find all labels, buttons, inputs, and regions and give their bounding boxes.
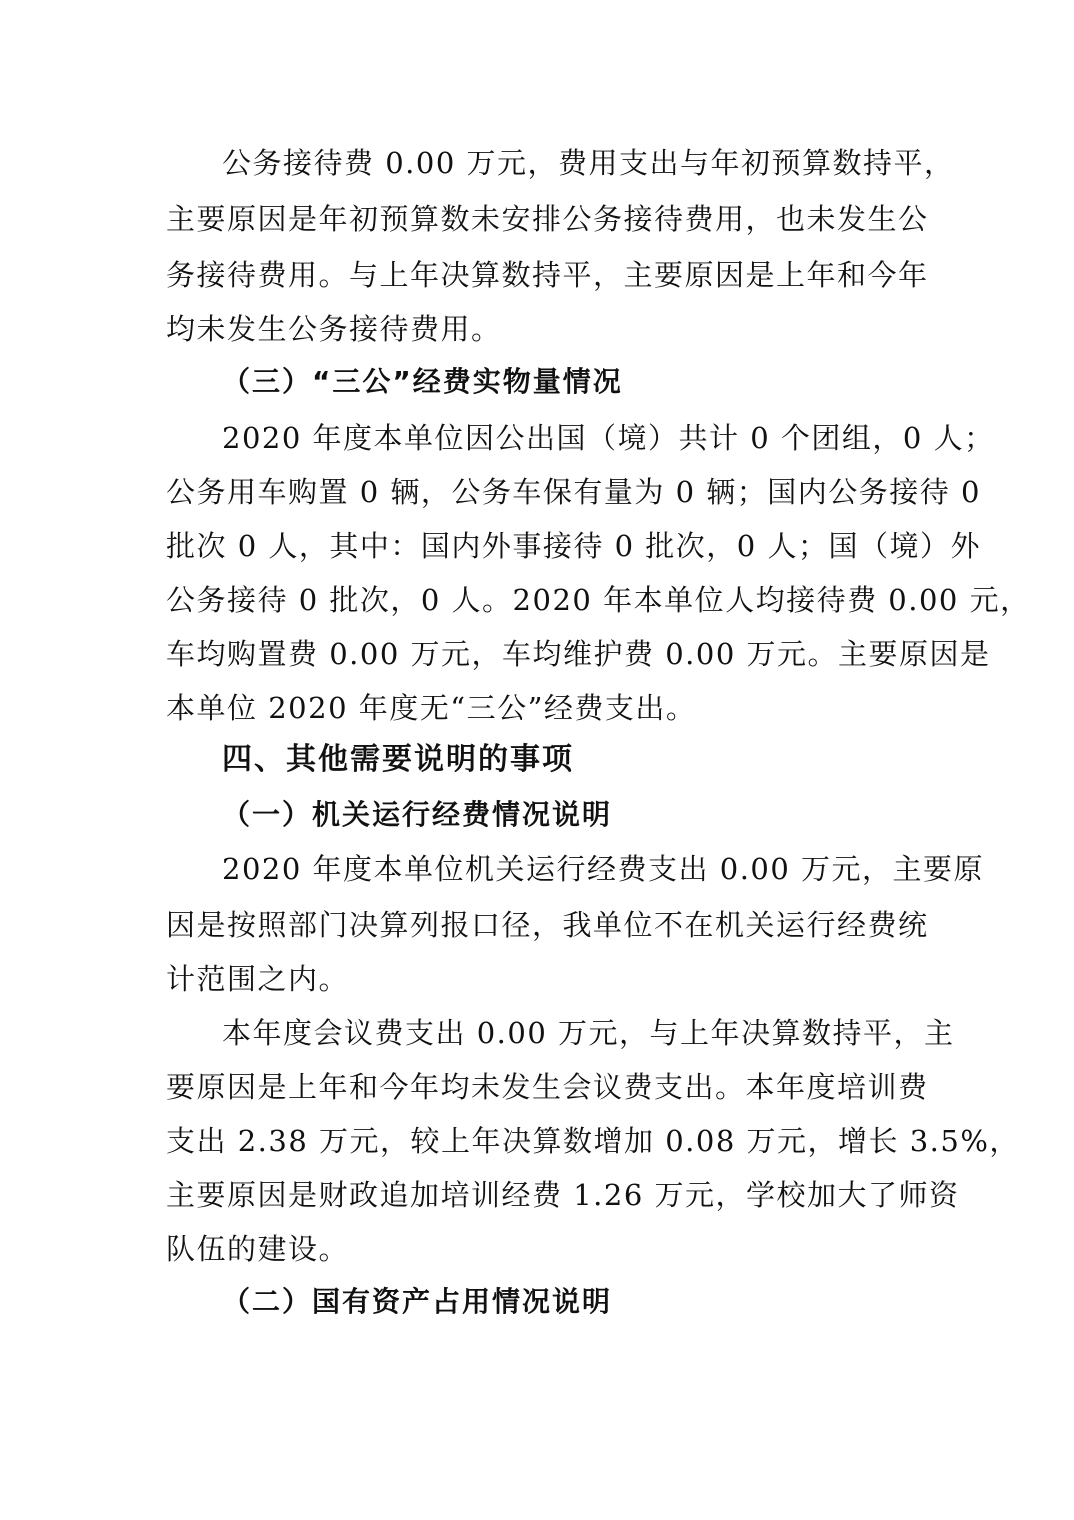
section-heading-three-public: （三）“三公”经费实物量情况	[222, 365, 623, 398]
paragraph-line: 本单位 2020 年度无“三公”经费支出。	[166, 691, 697, 725]
paragraph-line: 因是按照部门决算列报口径，我单位不在机关运行经费统	[166, 908, 929, 942]
paragraph-line: 务接待费用。与上年决算数持平，主要原因是上年和今年	[166, 258, 929, 292]
paragraph-line: 本年度会议费支出 0.00 万元，与上年决算数持平，主	[222, 1016, 955, 1050]
paragraph-line: 计范围之内。	[166, 962, 350, 996]
paragraph-line: 公务接待 0 批次，0 人。2020 年本单位人均接待费 0.00 元，	[166, 583, 1031, 617]
section-heading-operating-funds: （一）机关运行经费情况说明	[222, 798, 613, 831]
paragraph-line: 公务用车购置 0 辆，公务车保有量为 0 辆；国内公务接待 0	[166, 475, 981, 509]
paragraph-line: 批次 0 人，其中：国内外事接待 0 批次，0 人；国（境）外	[166, 529, 981, 563]
paragraph-line: 2020 年度本单位机关运行经费支出 0.00 万元，主要原	[222, 852, 985, 886]
paragraph-line: 均未发生公务接待费用。	[166, 312, 502, 346]
paragraph-line: 主要原因是年初预算数未安排公务接待费用，也未发生公	[166, 202, 929, 236]
paragraph-line: 队伍的建设。	[166, 1232, 350, 1266]
paragraph-line: 主要原因是财政追加培训经费 1.26 万元，学校加大了师资	[166, 1178, 960, 1212]
paragraph-line: 车均购置费 0.00 万元，车均维护费 0.00 万元。主要原因是	[166, 637, 991, 671]
section-title-four: 四、其他需要说明的事项	[222, 742, 574, 777]
paragraph-line: 要原因是上年和今年均未发生会议费支出。本年度培训费	[166, 1070, 929, 1104]
paragraph-line: 支出 2.38 万元，较上年决算数增加 0.08 万元，增长 3.5%，	[166, 1124, 1020, 1158]
paragraph-line: 2020 年度本单位因公出国（境）共计 0 个团组，0 人；	[222, 421, 995, 455]
paragraph-line: 公务接待费 0.00 万元，费用支出与年初预算数持平，	[222, 146, 955, 180]
section-heading-state-assets: （二）国有资产占用情况说明	[222, 1285, 613, 1318]
